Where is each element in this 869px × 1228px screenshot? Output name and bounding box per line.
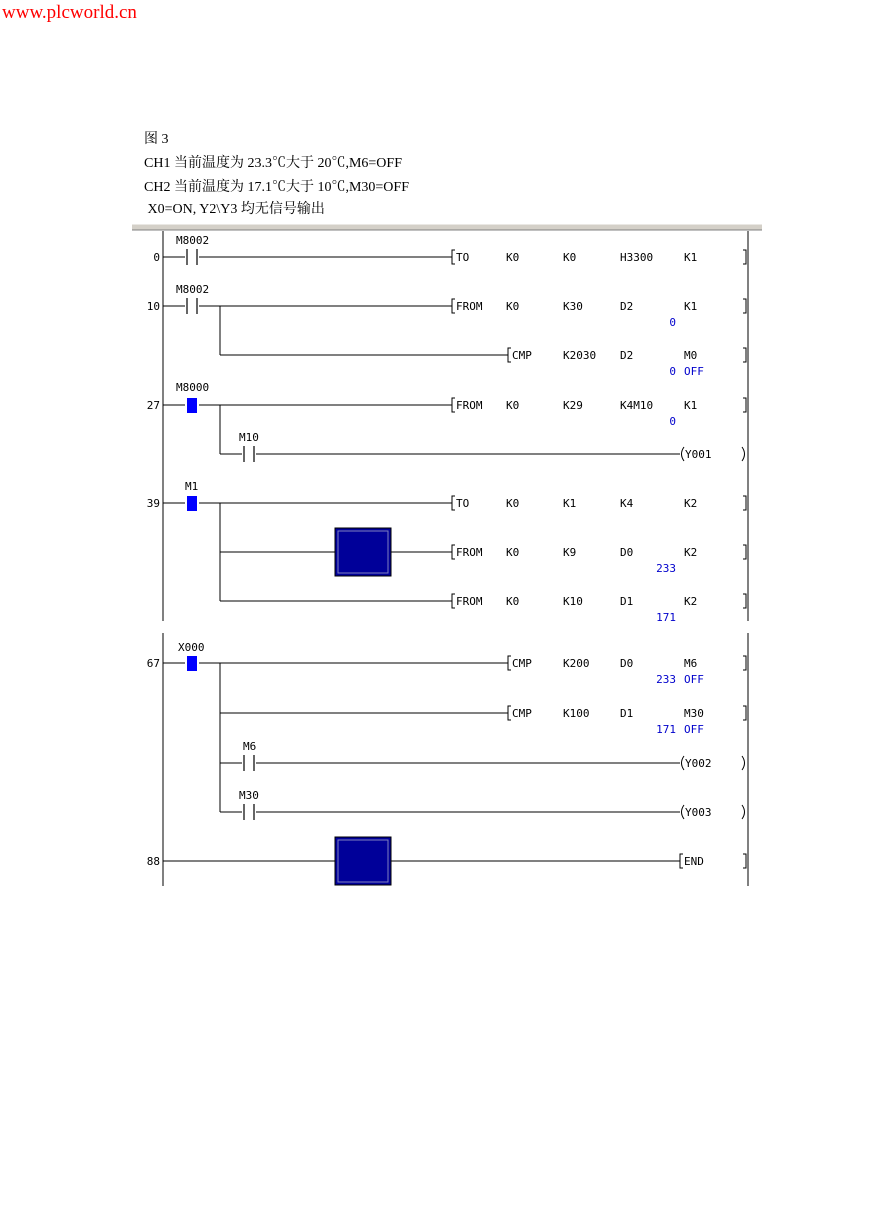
instruction-operand: D0 — [620, 546, 634, 559]
contact-m1-active — [187, 496, 197, 511]
monitor-value: 0 — [669, 365, 676, 378]
instruction-operand: K30 — [563, 300, 583, 313]
instruction-mnemonic: CMP — [512, 657, 532, 670]
end-instruction: END — [684, 855, 704, 868]
instruction-mnemonic: FROM — [456, 399, 483, 412]
instruction-operand: K0 — [506, 546, 520, 559]
step-number: 67 — [146, 657, 160, 670]
cursor-blocks — [335, 528, 391, 885]
instruction-operand: K1 — [684, 399, 698, 412]
instruction-operand: K0 — [506, 497, 520, 510]
step-number: 39 — [146, 497, 160, 510]
contact-m8000-active — [187, 398, 197, 413]
instruction-operand: D0 — [620, 657, 634, 670]
monitor-value: 171 — [656, 723, 676, 736]
instruction-operand: K4 — [620, 497, 634, 510]
contact-x000-active — [187, 656, 197, 671]
instruction-operand: K0 — [506, 300, 520, 313]
instruction-operand: K1 — [563, 497, 577, 510]
monitor-value: 0 — [669, 316, 676, 329]
contact-label: M6 — [243, 740, 257, 753]
site-url: www.plcworld.cn — [2, 2, 137, 23]
caption-line-1: CH1 当前温度为 23.3℃大于 20℃,M6=OFF — [144, 156, 402, 171]
active-contacts — [187, 398, 197, 671]
ladder-text — [147, 234, 712, 868]
contact-label: X000 — [178, 641, 205, 654]
instruction-operand: K0 — [506, 399, 520, 412]
instruction-operand: K4M10 — [620, 399, 654, 412]
instruction-operand: M30 — [684, 707, 704, 720]
instruction-mnemonic: CMP — [512, 349, 532, 362]
coil-label: Y002 — [685, 757, 712, 770]
step-number: 0 — [153, 251, 160, 264]
monitor-value: 233 — [656, 673, 676, 686]
monitor-value: 233 — [656, 562, 676, 575]
instruction-operand: D1 — [620, 595, 634, 608]
instruction-operand: K200 — [563, 657, 590, 670]
instruction-brackets — [452, 250, 746, 868]
monitor-value: 0 — [669, 415, 676, 428]
instruction-operand: K0 — [563, 251, 577, 264]
instruction-mnemonic: TO — [456, 251, 470, 264]
instruction-operand: K1 — [684, 300, 698, 313]
monitor-state: OFF — [684, 673, 704, 686]
instruction-operand: K0 — [506, 595, 520, 608]
monitor-state: OFF — [684, 365, 704, 378]
instruction-operand: M6 — [684, 657, 698, 670]
contact-label: M8002 — [176, 283, 210, 296]
instruction-operand: K2030 — [563, 349, 597, 362]
monitor-state: OFF — [684, 723, 704, 736]
toolbar-strip — [132, 224, 762, 230]
step-number: 27 — [146, 399, 160, 412]
coil-label: Y003 — [685, 806, 712, 819]
instruction-mnemonic: FROM — [456, 546, 483, 559]
instruction-operand: D2 — [620, 349, 634, 362]
instruction-operand: M0 — [684, 349, 698, 362]
caption-line-2: CH2 当前温度为 17.1℃大于 10℃,M30=OFF — [144, 180, 409, 195]
caption-line-3: X0=ON, Y2\Y3 均无信号输出 — [144, 202, 325, 217]
instruction-operand: D2 — [620, 300, 634, 313]
instruction-mnemonic: FROM — [456, 595, 483, 608]
instruction-operand: K9 — [563, 546, 577, 559]
instruction-operand: D1 — [620, 707, 634, 720]
contact-label: M1 — [185, 480, 199, 493]
contact-label: M8000 — [176, 381, 210, 394]
figure-label: 图 3 — [144, 132, 169, 147]
step-number: 10 — [146, 300, 160, 313]
contact-label: M8002 — [176, 234, 210, 247]
instruction-operand: K2 — [684, 595, 698, 608]
contact-label: M10 — [239, 431, 259, 444]
instruction-mnemonic: TO — [456, 497, 470, 510]
instruction-operand: K1 — [684, 251, 698, 264]
instruction-mnemonic: CMP — [512, 707, 532, 720]
contact-label: M30 — [239, 789, 259, 802]
wires — [163, 257, 680, 861]
instruction-operand: K2 — [684, 546, 698, 559]
instruction-mnemonic: FROM — [456, 300, 483, 313]
instruction-operand: K100 — [563, 707, 590, 720]
instruction-operand: K29 — [563, 399, 583, 412]
coil-label: Y001 — [685, 448, 712, 461]
instruction-operand: K10 — [563, 595, 583, 608]
instruction-operand: H3300 — [620, 251, 654, 264]
instruction-operand: K0 — [506, 251, 520, 264]
monitor-value: 171 — [656, 611, 676, 624]
instruction-operand: K2 — [684, 497, 698, 510]
step-number: 88 — [146, 855, 160, 868]
